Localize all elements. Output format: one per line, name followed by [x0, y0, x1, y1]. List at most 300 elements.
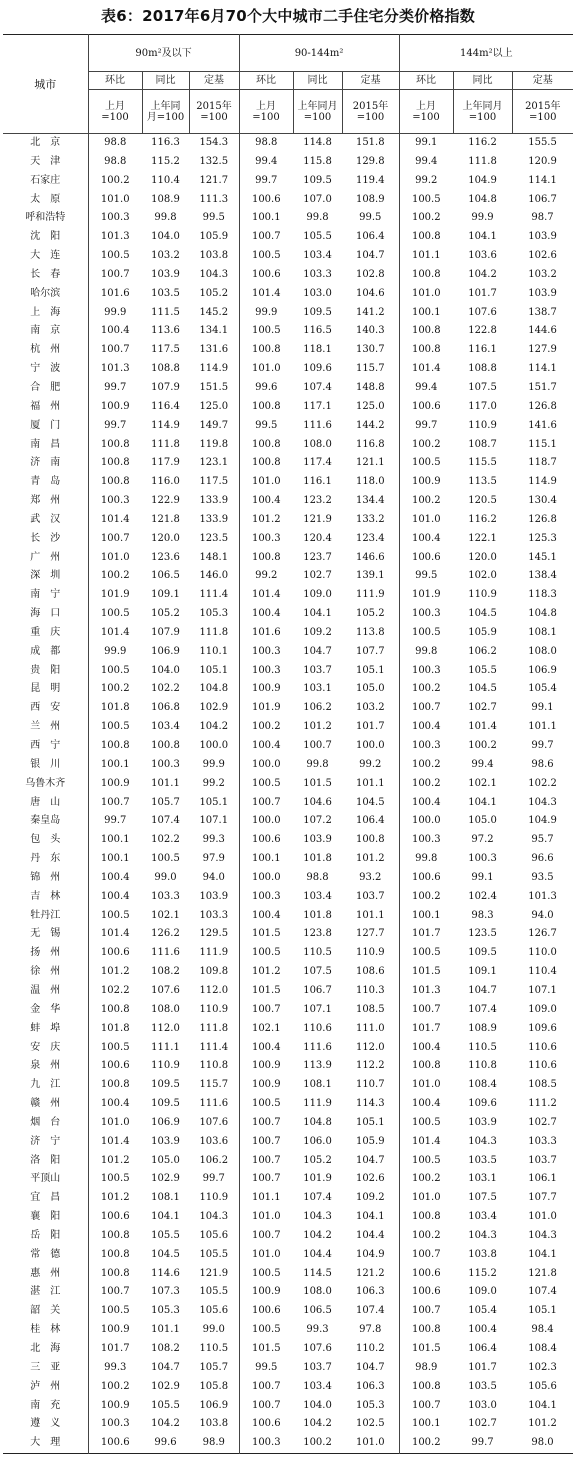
value-cell: 109.0	[303, 589, 332, 601]
table-row	[3, 492, 573, 511]
value-cell: 101.0	[100, 551, 130, 563]
value-cell: 105.9	[189, 228, 239, 247]
city-name-cell: 成 都	[3, 643, 88, 662]
value-cell: 104.1	[468, 796, 497, 808]
value-cell: 99.4	[415, 155, 438, 167]
value-cell: 100.3	[411, 664, 441, 676]
value-cell: 102.7	[303, 570, 332, 582]
value-cell: 100.6	[411, 871, 441, 883]
value-cell: 122.8	[468, 325, 497, 337]
value-cell: 103.7	[303, 664, 332, 676]
value-cell: 145.2	[189, 304, 239, 323]
value-cell: 100.8	[411, 268, 441, 280]
table-row	[3, 737, 573, 756]
value-cell: 101.5	[411, 1343, 441, 1354]
value-cell: 104.1	[151, 1211, 180, 1223]
value-cell: 100.4	[100, 1098, 130, 1110]
value-cell: 100.8	[100, 1079, 130, 1091]
value-cell: 95.7	[531, 834, 554, 846]
table-row	[3, 1283, 573, 1302]
value-cell: 100.8	[411, 1060, 441, 1072]
value-cell: 102.1	[468, 777, 497, 789]
value-cell: 100.7	[100, 344, 130, 356]
value-cell: 100.8	[100, 740, 130, 751]
table-row	[3, 1434, 573, 1453]
value-cell: 107.4	[342, 1302, 399, 1321]
city-name-cell: 大 连	[3, 247, 88, 266]
value-cell: 99.6	[255, 381, 278, 393]
value-cell: 101.2	[528, 1418, 557, 1430]
value-cell: 98.9	[189, 1434, 239, 1453]
value-cell: 107.4	[303, 1192, 332, 1204]
table-row	[3, 153, 573, 172]
value-cell: 102.4	[468, 890, 497, 902]
value-cell: 110.0	[528, 947, 557, 959]
value-cell: 133.2	[342, 511, 399, 530]
city-name-cell: 唐 山	[3, 794, 88, 813]
value-cell: 123.4	[342, 530, 399, 549]
value-cell: 102.6	[342, 1170, 399, 1189]
value-cell: 101.3	[411, 984, 441, 996]
value-cell: 146.0	[189, 567, 239, 586]
city-name-cell: 襄 阳	[3, 1208, 88, 1227]
value-cell: 129.8	[342, 153, 399, 172]
value-cell: 100.9	[251, 1060, 281, 1072]
sub-header-base: 定基	[512, 72, 573, 90]
city-name-cell: 长 春	[3, 266, 88, 285]
value-cell: 103.0	[303, 287, 332, 299]
value-cell: 100.1	[100, 853, 130, 865]
table-row	[3, 360, 573, 379]
value-cell: 100.5	[251, 1324, 281, 1336]
value-cell: 103.1	[303, 683, 332, 695]
city-name-cell: 安 庆	[3, 1039, 88, 1058]
value-cell: 107.6	[189, 1114, 239, 1133]
value-cell: 106.4	[342, 812, 399, 831]
value-cell: 120.0	[468, 551, 497, 563]
value-cell: 100.0	[251, 871, 281, 883]
value-cell: 101.0	[342, 1434, 399, 1453]
value-cell: 101.2	[100, 1154, 130, 1166]
value-cell: 121.2	[342, 1265, 399, 1284]
value-cell: 112.0	[342, 1039, 399, 1058]
value-cell: 105.5	[151, 1229, 180, 1241]
table-row	[3, 756, 573, 775]
value-cell: 93.2	[342, 869, 399, 888]
value-cell: 109.2	[342, 1189, 399, 1208]
value-cell: 103.3	[528, 1135, 557, 1147]
value-cell: 107.4	[528, 1286, 557, 1298]
value-cell: 99.7	[471, 1437, 494, 1449]
value-cell: 101.5	[251, 1343, 281, 1354]
value-cell: 104.1	[468, 231, 497, 243]
city-name-cell: 南 京	[3, 322, 88, 341]
value-cell: 118.1	[303, 344, 332, 356]
value-cell: 108.2	[151, 1343, 180, 1354]
value-cell: 99.7	[189, 1170, 239, 1189]
city-name-cell: 深 圳	[3, 567, 88, 586]
value-cell: 106.1	[528, 1173, 557, 1185]
value-cell: 105.9	[468, 626, 497, 638]
value-cell: 103.4	[303, 890, 332, 902]
value-cell: 105.0	[342, 680, 399, 699]
city-name-cell: 扬 州	[3, 944, 88, 963]
value-cell: 106.2	[468, 645, 497, 657]
value-cell: 100.5	[411, 1154, 441, 1166]
value-cell: 151.7	[528, 381, 557, 393]
value-cell: 104.5	[468, 608, 497, 620]
value-cell: 115.8	[303, 155, 332, 167]
value-cell: 105.1	[342, 1114, 399, 1133]
value-cell: 144.2	[342, 417, 399, 436]
value-cell: 116.5	[303, 325, 332, 337]
city-name-cell: 北 京	[3, 134, 88, 153]
value-cell: 108.5	[342, 1001, 399, 1020]
value-cell: 105.5	[189, 1283, 239, 1302]
value-cell: 110.4	[528, 966, 557, 978]
sub-header-yoy: 同比	[293, 72, 342, 90]
value-cell: 121.7	[189, 172, 239, 191]
value-cell: 104.6	[303, 796, 332, 808]
value-cell: 99.8	[415, 853, 438, 865]
city-name-cell: 蚌 埠	[3, 1020, 88, 1039]
value-cell: 102.3	[528, 1361, 557, 1373]
value-cell: 107.6	[303, 1343, 332, 1354]
value-cell: 132.5	[189, 153, 239, 172]
value-cell: 100.8	[151, 740, 180, 751]
value-cell: 120.0	[151, 532, 180, 544]
table-row	[3, 285, 573, 304]
value-cell: 100.8	[100, 1229, 130, 1241]
value-cell: 100.8	[100, 476, 130, 488]
value-cell: 100.1	[411, 1418, 441, 1430]
table-row	[3, 888, 573, 907]
value-cell: 105.2	[151, 608, 180, 620]
value-cell: 99.9	[104, 645, 127, 657]
value-cell: 100.7	[100, 796, 130, 808]
city-name-cell: 海 口	[3, 605, 88, 624]
value-cell: 127.9	[528, 344, 557, 356]
value-cell: 100.7	[411, 1248, 441, 1260]
value-cell: 122.1	[468, 532, 497, 544]
table-row	[3, 812, 573, 831]
value-cell: 98.4	[531, 1324, 554, 1336]
value-cell: 104.1	[342, 1208, 399, 1227]
value-cell: 122.9	[151, 495, 180, 507]
value-cell: 116.8	[342, 436, 399, 455]
value-cell: 117.5	[189, 473, 239, 492]
value-cell: 100.4	[411, 532, 441, 544]
value-cell: 104.5	[151, 1248, 180, 1260]
sub-header-yoy: 同比	[142, 72, 189, 90]
value-cell: 114.3	[342, 1095, 399, 1114]
value-cell: 107.7	[528, 1192, 557, 1204]
value-cell: 105.1	[189, 794, 239, 813]
value-cell: 105.7	[151, 796, 180, 808]
value-cell: 103.6	[468, 250, 497, 262]
value-cell: 100.2	[100, 174, 130, 186]
value-cell: 100.8	[342, 831, 399, 850]
table-row	[3, 209, 573, 228]
value-cell: 118.7	[528, 457, 557, 469]
value-cell: 100.3	[100, 212, 130, 224]
value-cell: 108.4	[528, 1343, 557, 1354]
value-cell: 101.7	[468, 1361, 497, 1373]
city-name-cell: 秦皇岛	[3, 812, 88, 831]
city-name-cell: 西 安	[3, 699, 88, 718]
value-cell: 108.0	[303, 1286, 332, 1298]
value-cell: 100.8	[411, 1324, 441, 1336]
value-cell: 104.4	[342, 1227, 399, 1246]
value-cell: 100.0	[251, 815, 281, 827]
value-cell: 108.9	[342, 191, 399, 210]
table-row	[3, 775, 573, 794]
value-cell: 109.8	[189, 963, 239, 982]
value-cell: 97.9	[189, 850, 239, 869]
value-cell: 107.5	[468, 1192, 497, 1204]
base-header-base: 2015年=100	[342, 90, 399, 134]
value-cell: 104.1	[528, 1399, 557, 1411]
value-cell: 115.5	[468, 457, 497, 469]
value-cell: 99.7	[104, 815, 127, 827]
value-cell: 108.1	[151, 1192, 180, 1204]
value-cell: 100.7	[100, 1286, 130, 1298]
value-cell: 105.4	[528, 683, 557, 695]
value-cell: 100.3	[411, 834, 441, 846]
value-cell: 100.4	[411, 1098, 441, 1110]
value-cell: 105.3	[342, 1397, 399, 1416]
table-row	[3, 417, 573, 436]
value-cell: 120.9	[528, 155, 557, 167]
value-cell: 118.0	[342, 473, 399, 492]
table-row	[3, 172, 573, 191]
value-cell: 104.7	[151, 1361, 180, 1373]
value-cell: 113.9	[303, 1060, 332, 1072]
value-cell: 100.4	[411, 721, 441, 733]
table-row	[3, 1152, 573, 1171]
value-cell: 116.0	[151, 476, 180, 488]
table-row	[3, 925, 573, 944]
value-cell: 100.3	[411, 740, 441, 751]
value-cell: 105.0	[151, 1154, 180, 1166]
value-cell: 106.5	[151, 570, 180, 582]
value-cell: 103.5	[468, 1380, 497, 1392]
city-name-cell: 金 华	[3, 1001, 88, 1020]
city-name-cell: 厦 门	[3, 417, 88, 436]
value-cell: 110.5	[189, 1340, 239, 1359]
value-cell: 99.5	[255, 419, 278, 431]
value-cell: 102.2	[151, 834, 180, 846]
value-cell: 108.8	[151, 363, 180, 375]
value-cell: 106.3	[342, 1283, 399, 1302]
value-cell: 104.4	[303, 1248, 332, 1260]
value-cell: 116.3	[151, 137, 180, 148]
sub-header-mom: 环比	[399, 72, 453, 90]
base-header-row	[3, 90, 573, 134]
value-cell: 104.0	[303, 1399, 332, 1411]
value-cell: 105.5	[303, 231, 332, 243]
table-row	[3, 907, 573, 926]
value-cell: 102.9	[189, 699, 239, 718]
value-cell: 99.8	[154, 212, 177, 224]
value-cell: 101.9	[100, 589, 130, 601]
value-cell: 101.1	[528, 721, 557, 733]
value-cell: 100.5	[100, 1041, 130, 1053]
value-cell: 100.5	[411, 1116, 441, 1128]
base-header-base: 2015年=100	[189, 90, 239, 134]
table-row	[3, 643, 573, 662]
value-cell: 100.5	[100, 664, 130, 676]
value-cell: 102.7	[468, 1418, 497, 1430]
value-cell: 107.4	[468, 1003, 497, 1015]
value-cell: 101.7	[342, 718, 399, 737]
value-cell: 110.6	[528, 1041, 557, 1053]
value-cell: 109.6	[303, 363, 332, 375]
value-cell: 149.7	[189, 417, 239, 436]
city-name-cell: 大 理	[3, 1434, 88, 1453]
value-cell: 106.7	[528, 193, 557, 205]
value-cell: 101.0	[100, 193, 130, 205]
price-index-table	[3, 34, 573, 1454]
table-row	[3, 341, 573, 360]
city-name-cell: 包 头	[3, 831, 88, 850]
value-cell: 140.3	[342, 322, 399, 341]
table-row	[3, 963, 573, 982]
value-cell: 111.8	[151, 438, 180, 450]
city-name-cell: 南 昌	[3, 436, 88, 455]
city-name-cell: 温 州	[3, 982, 88, 1001]
base-header-mom: 上月=100	[88, 90, 142, 134]
value-cell: 100.8	[251, 457, 281, 469]
value-cell: 105.4	[468, 1305, 497, 1317]
value-cell: 100.8	[251, 400, 281, 412]
value-cell: 100.8	[411, 325, 441, 337]
value-cell: 108.6	[342, 963, 399, 982]
value-cell: 110.8	[468, 1060, 497, 1072]
value-cell: 101.4	[468, 721, 497, 733]
value-cell: 103.9	[151, 1135, 180, 1147]
value-cell: 100.8	[100, 1248, 130, 1260]
value-cell: 101.5	[251, 984, 281, 996]
value-cell: 104.8	[528, 608, 557, 620]
value-cell: 115.1	[528, 438, 557, 450]
city-name-cell: 平顶山	[3, 1170, 88, 1189]
city-name-cell: 烟 台	[3, 1114, 88, 1133]
value-cell: 101.8	[100, 1022, 130, 1034]
value-cell: 103.8	[189, 247, 239, 266]
value-cell: 100.2	[411, 1173, 441, 1185]
table-row	[3, 191, 573, 210]
value-cell: 99.7	[531, 740, 554, 751]
value-cell: 111.3	[189, 191, 239, 210]
value-cell: 109.6	[528, 1022, 557, 1034]
value-cell: 110.5	[303, 947, 332, 959]
value-cell: 101.1	[251, 1192, 281, 1204]
value-cell: 111.9	[342, 586, 399, 605]
value-cell: 104.7	[342, 1152, 399, 1171]
value-cell: 103.9	[528, 287, 557, 299]
city-name-cell: 北 海	[3, 1340, 88, 1359]
table-row	[3, 1095, 573, 1114]
value-cell: 101.6	[100, 287, 130, 299]
value-cell: 99.4	[471, 758, 494, 770]
value-cell: 114.1	[528, 174, 557, 186]
city-name-cell: 遵 义	[3, 1415, 88, 1434]
table-row	[3, 266, 573, 285]
city-name-cell: 石家庄	[3, 172, 88, 191]
value-cell: 102.1	[251, 1022, 281, 1034]
value-cell: 110.3	[342, 982, 399, 1001]
value-cell: 108.5	[528, 1079, 557, 1091]
city-name-cell: 九 江	[3, 1076, 88, 1095]
city-name-cell: 青 岛	[3, 473, 88, 492]
value-cell: 114.9	[189, 360, 239, 379]
value-cell: 111.6	[151, 947, 180, 959]
value-cell: 100.7	[411, 1305, 441, 1317]
value-cell: 105.3	[189, 605, 239, 624]
city-name-cell: 济 宁	[3, 1133, 88, 1152]
value-cell: 106.8	[151, 702, 180, 714]
value-cell: 148.1	[189, 549, 239, 568]
value-cell: 100.8	[100, 438, 130, 450]
value-cell: 99.1	[415, 137, 438, 148]
city-name-cell: 南 充	[3, 1397, 88, 1416]
value-cell: 103.2	[528, 268, 557, 280]
value-cell: 112.0	[189, 982, 239, 1001]
value-cell: 100.6	[251, 1305, 281, 1317]
city-name-cell: 福 州	[3, 398, 88, 417]
value-cell: 126.8	[528, 513, 557, 525]
value-cell: 100.9	[100, 400, 130, 412]
table-row	[3, 869, 573, 888]
value-cell: 100.5	[251, 250, 281, 262]
value-cell: 111.6	[303, 419, 332, 431]
value-cell: 100.7	[251, 1003, 281, 1015]
value-cell: 114.5	[303, 1267, 332, 1279]
value-cell: 104.3	[468, 1229, 497, 1241]
value-cell: 100.3	[251, 664, 281, 676]
value-cell: 100.6	[251, 193, 281, 205]
value-cell: 141.2	[342, 304, 399, 323]
value-cell: 100.4	[251, 1041, 281, 1053]
value-cell: 105.6	[189, 1302, 239, 1321]
value-cell: 145.1	[528, 551, 557, 563]
value-cell: 103.9	[189, 888, 239, 907]
value-cell: 99.0	[189, 1321, 239, 1340]
value-cell: 100.4	[411, 796, 441, 808]
table-row	[3, 718, 573, 737]
value-cell: 100.1	[100, 758, 130, 770]
value-cell: 100.7	[251, 1229, 281, 1241]
value-cell: 102.8	[342, 266, 399, 285]
value-cell: 109.1	[151, 589, 180, 601]
value-cell: 101.0	[251, 1248, 281, 1260]
city-name-cell: 西 宁	[3, 737, 88, 756]
value-cell: 101.1	[342, 907, 399, 926]
value-cell: 106.3	[342, 1378, 399, 1397]
value-cell: 106.9	[151, 645, 180, 657]
value-cell: 126.2	[151, 928, 180, 940]
value-cell: 100.5	[251, 325, 281, 337]
value-cell: 101.0	[251, 363, 281, 375]
city-name-cell: 洛 阳	[3, 1152, 88, 1171]
value-cell: 100.2	[411, 495, 441, 507]
value-cell: 104.9	[468, 174, 497, 186]
value-cell: 121.9	[303, 513, 332, 525]
value-cell: 100.1	[251, 212, 281, 224]
value-cell: 100.7	[251, 1173, 281, 1185]
base-header-mom: 上月=100	[399, 90, 453, 134]
